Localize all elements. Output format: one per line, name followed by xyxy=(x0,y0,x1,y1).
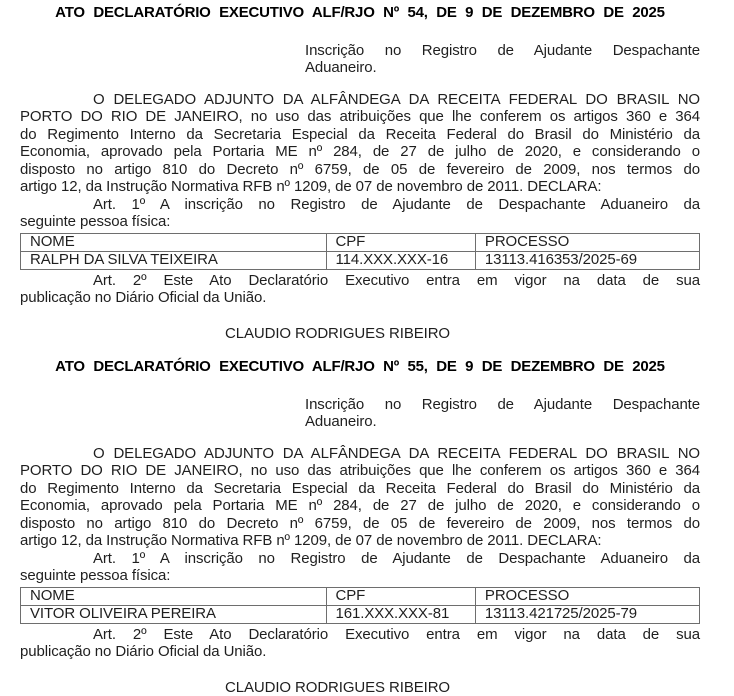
signature-name: CLAUDIO RODRIGUES RIBEIRO xyxy=(20,679,655,696)
article-2 xyxy=(20,272,700,307)
text-line: publicação no Diário Oficial da União. xyxy=(20,289,700,307)
text-line: PORTO DO RIO DE JANEIRO, no uso das atribuições que lhe conferem os artigos 360 e 364 xyxy=(20,462,700,480)
registration-table xyxy=(20,587,700,624)
table-header-row xyxy=(21,587,700,605)
text-line: Art. 1º A inscrição no Registro de Ajudante de Despachante Aduaneiro da xyxy=(20,196,700,214)
text-line: PORTO DO RIO DE JANEIRO, no uso das atribuições que lhe conferem os artigos 360 e 364 xyxy=(20,108,700,126)
text-line: Art. 1º A inscrição no Registro de Ajudante de Despachante Aduaneiro da xyxy=(20,550,700,568)
signature-name: CLAUDIO RODRIGUES RIBEIRO xyxy=(20,325,655,343)
table-header-nome: NOME xyxy=(21,587,327,605)
text-line: artigo 12, da Instrução Normativa RFB nº 1209, de 07 de novembro de 2011. DECLARA: xyxy=(20,532,700,550)
table-header-processo: PROCESSO xyxy=(475,587,699,605)
text-line: Economia, aprovado pela Portaria ME nº 284, de 27 de julho de 2020, e considerando o xyxy=(20,497,700,515)
table-header-cpf: CPF xyxy=(326,587,475,605)
act-title: ATO DECLARATÓRIO EXECUTIVO ALF/RJO Nº 55, DE 9 DE DEZEMBRO DE 2025 xyxy=(20,358,700,376)
text-line: artigo 12, da Instrução Normativa RFB nº 1209, de 07 de novembro de 2011. DECLARA: xyxy=(20,178,700,196)
cell-cpf: 161.XXX.XXX-81 xyxy=(326,605,475,623)
text-line: Economia, aprovado pela Portaria ME nº 284, de 27 de julho de 2020, e considerando o xyxy=(20,143,700,161)
cell-cpf: 114.XXX.XXX-16 xyxy=(326,251,475,269)
text-line: seguinte pessoa física: xyxy=(20,567,700,585)
act-preamble xyxy=(20,91,700,196)
text-line: disposto no artigo 810 do Decreto nº 6759, de 05 de fevereiro de 2009, nos termos do xyxy=(20,161,700,179)
cell-nome: RALPH DA SILVA TEIXEIRA xyxy=(21,251,327,269)
table-header-cpf: CPF xyxy=(326,233,475,251)
registration-table xyxy=(20,233,700,270)
text-line: Art. 2º Este Ato Declaratório Executivo entra em vigor na data de sua xyxy=(20,626,700,644)
text-line: Inscrição no Registro de Ajudante Despachante xyxy=(305,396,700,414)
text-line: O DELEGADO ADJUNTO DA ALFÂNDEGA DA RECEITA FEDERAL DO BRASIL NO xyxy=(20,445,700,463)
executive-act-55 xyxy=(20,358,700,696)
article-2 xyxy=(20,626,700,661)
text-line: Art. 2º Este Ato Declaratório Executivo entra em vigor na data de sua xyxy=(20,272,700,290)
table-header-row xyxy=(21,233,700,251)
article-1 xyxy=(20,196,700,231)
article-1 xyxy=(20,550,700,585)
act-preamble xyxy=(20,445,700,550)
cell-nome: VITOR OLIVEIRA PEREIRA xyxy=(21,605,327,623)
text-line: Aduaneiro. xyxy=(305,413,700,431)
text-line: Inscrição no Registro de Ajudante Despachante xyxy=(305,42,700,60)
table-row xyxy=(21,251,700,269)
text-line: disposto no artigo 810 do Decreto nº 6759, de 05 de fevereiro de 2009, nos termos do xyxy=(20,515,700,533)
table-row xyxy=(21,605,700,623)
act-summary xyxy=(305,396,700,431)
act-title: ATO DECLARATÓRIO EXECUTIVO ALF/RJO Nº 54, DE 9 DE DEZEMBRO DE 2025 xyxy=(20,4,700,22)
cell-processo: 13113.421725/2025-79 xyxy=(475,605,699,623)
executive-act-54 xyxy=(20,4,700,342)
text-line: do Regimento Interno da Secretaria Especial da Receita Federal do Brasil do Ministério da xyxy=(20,480,700,498)
text-line: O DELEGADO ADJUNTO DA ALFÂNDEGA DA RECEITA FEDERAL DO BRASIL NO xyxy=(20,91,700,109)
text-line: do Regimento Interno da Secretaria Especial da Receita Federal do Brasil do Ministério da xyxy=(20,126,700,144)
table-header-nome: NOME xyxy=(21,233,327,251)
table-header-processo: PROCESSO xyxy=(475,233,699,251)
text-line: publicação no Diário Oficial da União. xyxy=(20,643,700,661)
cell-processo: 13113.416353/2025-69 xyxy=(475,251,699,269)
text-line: Aduaneiro. xyxy=(305,59,700,77)
text-line: seguinte pessoa física: xyxy=(20,213,700,231)
act-summary xyxy=(305,42,700,77)
